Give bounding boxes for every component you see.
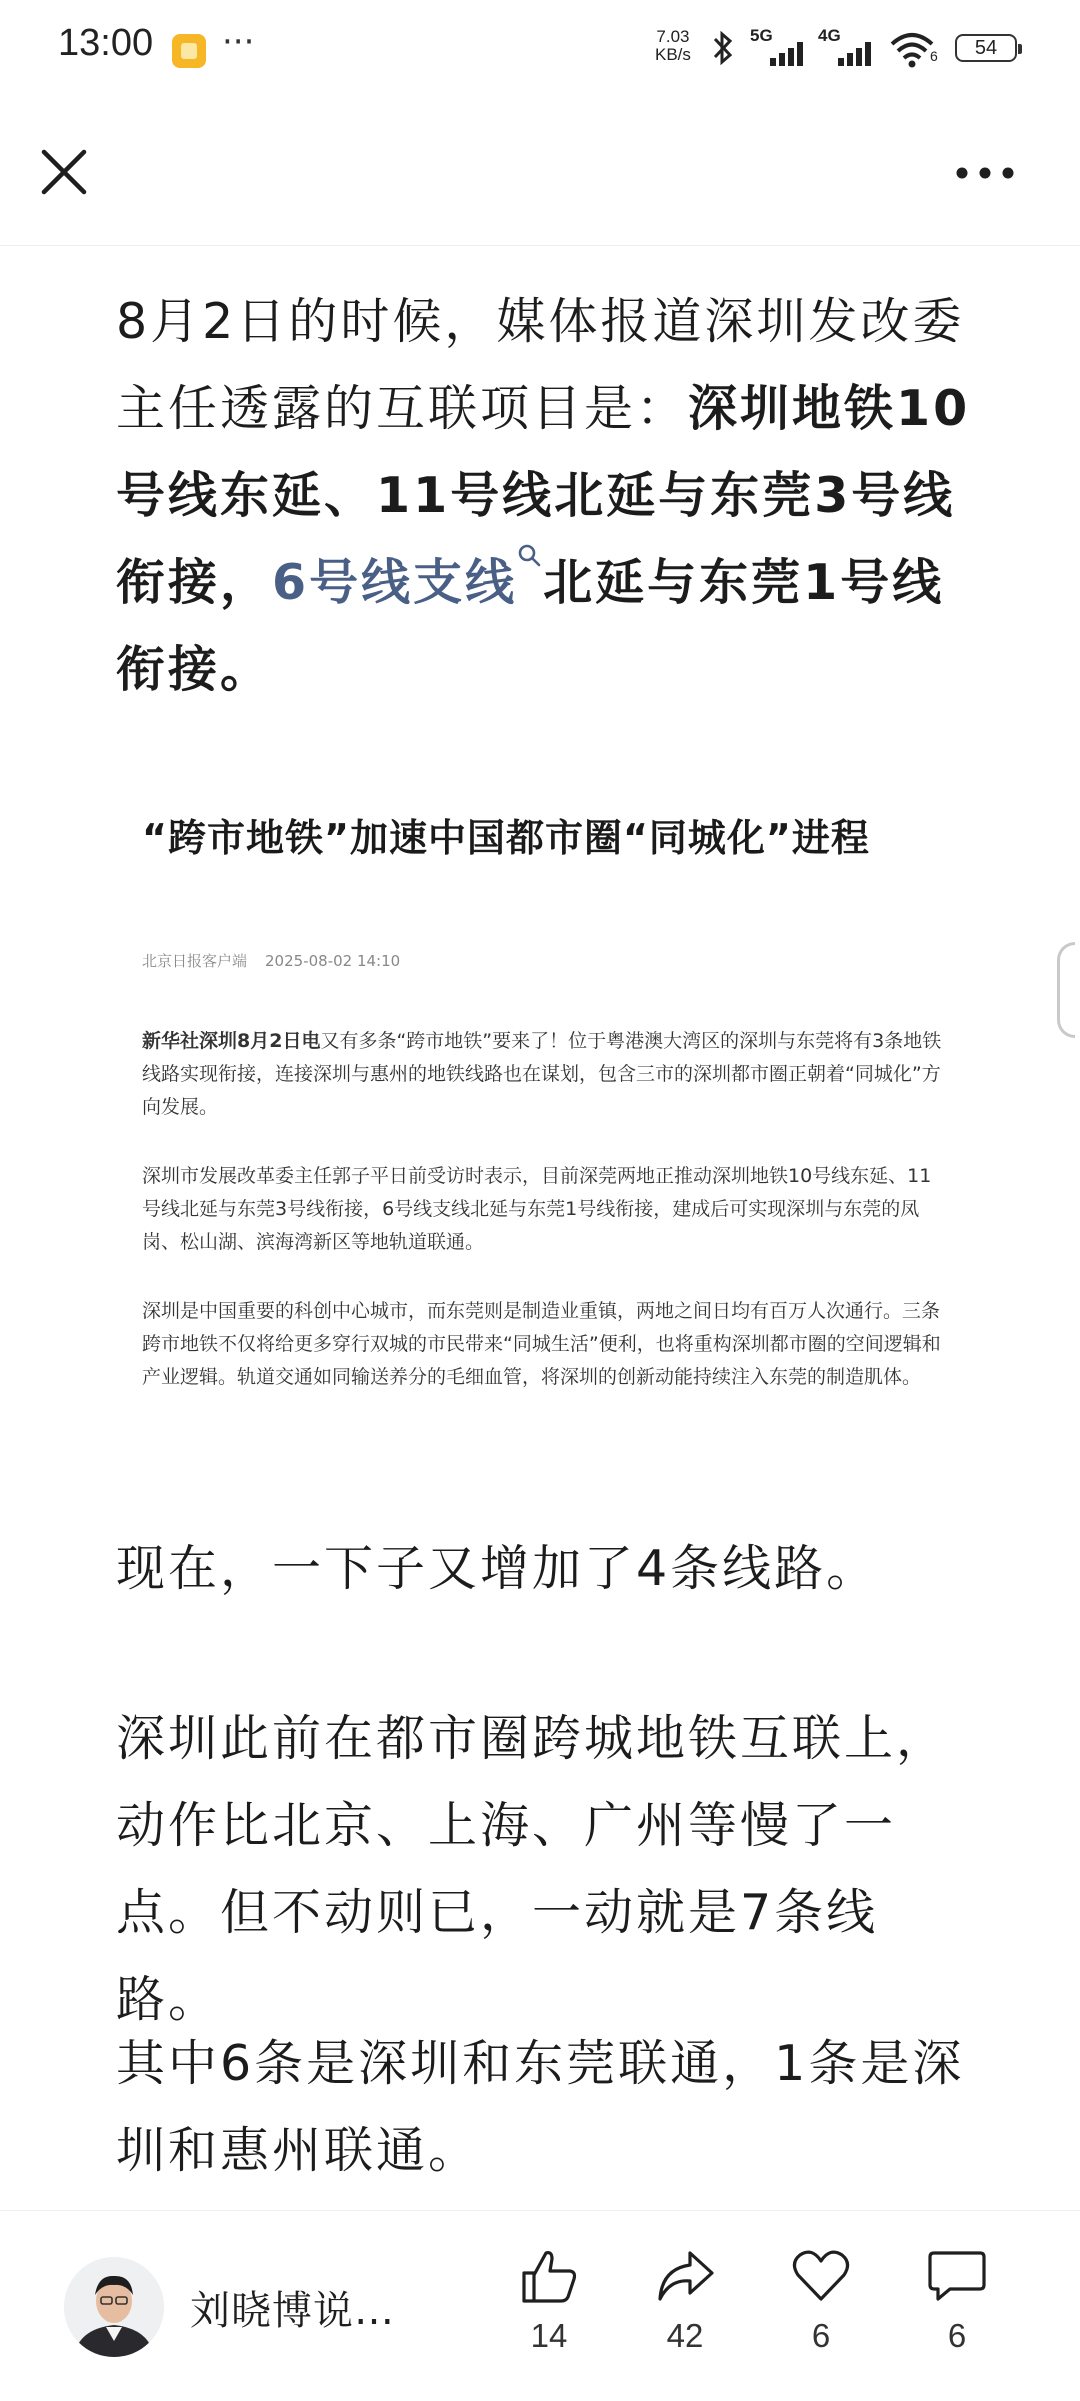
status-time: 13:00	[58, 22, 154, 64]
network-speed-unit: KB/s	[655, 45, 691, 64]
avatar[interactable]	[64, 2257, 164, 2357]
close-icon[interactable]	[36, 144, 92, 200]
p1-bold: 深圳地铁10号线东延、11号线北延与东莞3号线衔接，	[116, 380, 971, 611]
favorite-count: 6	[811, 2317, 831, 2354]
embed-meta	[142, 950, 400, 971]
share-count: 42	[666, 2317, 704, 2354]
embed-source: 北京日报客户端	[142, 952, 248, 970]
embed-paragraph-1	[142, 1025, 942, 1124]
search-icon[interactable]	[517, 543, 543, 569]
article-paragraph-4: 其中6条是深圳和东莞联通，1条是深圳和惠州联通。	[116, 2035, 965, 2179]
comment-button[interactable]	[912, 2245, 1002, 2355]
more-icon[interactable]	[950, 158, 1020, 188]
share-icon	[654, 2245, 716, 2307]
embed-title: “跨市地铁”加速中国都市圈“同城化”进程	[142, 816, 870, 860]
signal-4g-label: 4G	[818, 26, 841, 45]
avatar-image	[64, 2257, 164, 2357]
status-more-dots: ···	[222, 22, 255, 62]
p1-bold-2: 北延与东莞1号线衔接。	[116, 554, 945, 698]
article-paragraph-3: 深圳此前在都市圈跨城地铁互联上，动作比北京、上海、广州等慢了一点。但不动则已，一动就是7条线路。	[116, 1710, 949, 2028]
bottom-action-bar	[0, 2210, 1080, 2401]
favorite-button[interactable]	[776, 2245, 866, 2355]
embed-p1-text: 又有多条“跨市地铁”要来了！位于粤港澳大湾区的深圳与东莞将有3条地铁线路实现衔接，连接深圳与惠州的地铁线路也在谋划，包含三市的深圳都市圈正朝着“同城化”方向发展。	[142, 1030, 942, 1118]
wifi-sub-label: 6	[930, 48, 938, 64]
keyword-link[interactable]: 6号线支线	[272, 554, 518, 611]
signal-4g-icon	[820, 40, 878, 68]
like-count: 14	[530, 2317, 568, 2354]
share-button[interactable]	[640, 2245, 730, 2355]
embed-date: 2025-08-02 14:10	[265, 952, 401, 970]
network-speed	[655, 28, 691, 64]
article-paragraph-2: 现在，一下子又增加了4条线路。	[116, 1540, 879, 1597]
top-bar	[0, 110, 1080, 246]
side-panel-handle[interactable]	[1057, 942, 1075, 1038]
heart-icon	[790, 2245, 852, 2307]
signal-5g-icon	[752, 40, 810, 68]
battery-indicator: 54	[955, 34, 1017, 62]
p1-text: 8月2日的时候，媒体报道深圳发改委主任透露的互联项目是：	[116, 293, 965, 437]
like-button[interactable]	[504, 2245, 594, 2355]
network-speed-value: 7.03	[656, 27, 690, 46]
embed-paragraph-3: 深圳是中国重要的科创中心城市，而东莞则是制造业重镇，两地之间日均有百万人次通行。三条跨市地铁不仅将给更多穿行双城的市民带来“同城生活”便利，也将重构深圳都市圈的空间逻辑和产业逻辑。轨道交通如同输送养分的毛细血管，将深圳的创新动能持续注入东莞的制造肌体。	[142, 1300, 941, 1388]
embed-paragraph-2: 深圳市发展改革委主任郭子平日前受访时表示，目前深莞两地正推动深圳地铁10号线东延、11号线北延与东莞3号线衔接，6号线支线北延与东莞1号线衔接，建成后可实现深圳与东莞的凤岗、松山湖、滨海湾新区等地轨道联通。	[142, 1165, 932, 1253]
comment-icon	[926, 2245, 988, 2307]
status-bar	[0, 0, 1080, 100]
article-paragraph-1	[116, 278, 976, 713]
bluetooth-icon	[708, 28, 738, 68]
comment-count: 6	[947, 2317, 967, 2354]
signal-5g-label: 5G	[750, 26, 773, 45]
notification-app-icon	[172, 34, 206, 68]
embedded-news-image[interactable]	[116, 790, 976, 1450]
like-icon	[518, 2245, 580, 2307]
author-name[interactable]: 刘晓博说…	[190, 2288, 395, 2334]
embed-dateline: 新华社深圳8月2日电	[142, 1030, 321, 1052]
